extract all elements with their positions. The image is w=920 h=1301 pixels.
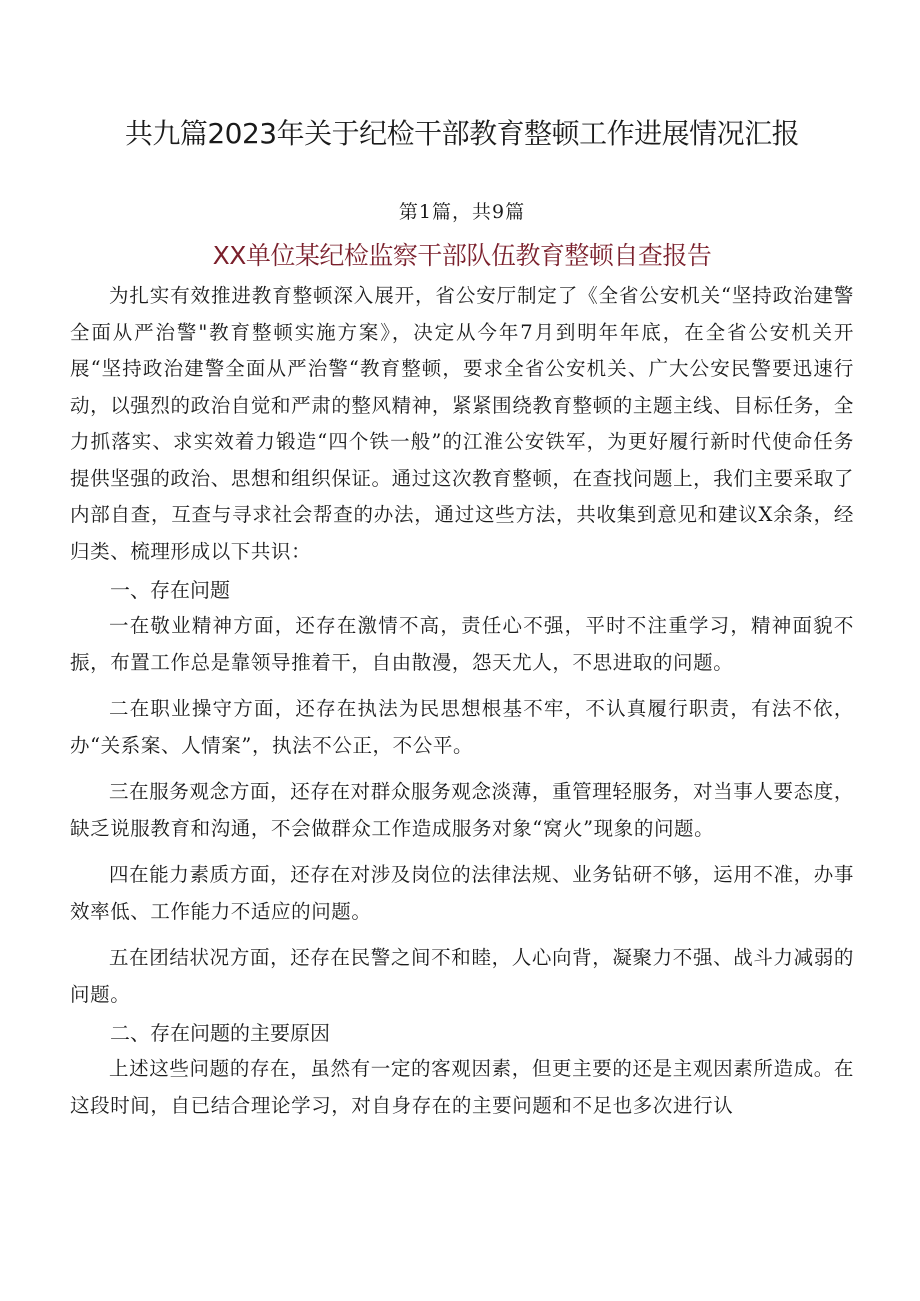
section-heading-causes: 二、存在问题的主要原因 <box>110 1021 330 1045</box>
report-subtitle: XX单位某纪检监察干部队伍教育整顿自查报告 <box>212 241 712 270</box>
intro-paragraph: 为扎实有效推进教育整顿深入展开，省公安厅制定了《全省公安机关“坚持政治建警全面从严治警"教育整顿实施方案》，决定从今年7月到明年年底，在全省公安机关开展“坚持政治建警全面从严治警“教育整顿，要求全省公安机关、广大公安民警要迅速行动，以强烈的政治自觉和严肃的整风精神，紧紧围绕教育整顿的主题主线、目标任务，全力抓落实、求实效着力锻造“四个铁一般”的江淮公安铁军，为更好履行新时代使命任务提供坚强的政治、思想和组织保证。通过这次教育整顿，在查找问题上，我们主要采取了内部自查，互查与寻求社会帮查的办法，通过这些方法，共收集到意见和建议X余条，经归类、梳理形成以下共识： <box>70 284 854 563</box>
problem-paragraph: 五在团结状况方面，还存在民警之间不和睦，人心向背，凝聚力不强、战斗力减弱的问题。 <box>70 946 854 1006</box>
problem-paragraph: 一在敬业精神方面，还存在激情不高，责任心不强，平时不注重学习，精神面貌不振，布置工作总是靠领导推着干，自由散漫，怨天尤人，不思进取的问题。 <box>70 614 854 674</box>
document-body <box>70 278 854 1124</box>
problem-paragraph: 四在能力素质方面，还存在对涉及岗位的法律法规、业务钻研不够，运用不准，办事效率低、工作能力不适应的问题。 <box>70 863 854 923</box>
problem-paragraph: 二在职业操守方面，还存在执法为民思想根基不牢，不认真履行职责，有法不依，办“关系案、人情案”，执法不公正，不公平。 <box>70 697 854 757</box>
problem-paragraph: 三在服务观念方面，还存在对群众服务观念淡薄，重管理轻服务，对当事人要态度，缺乏说服教育和沟通，不会做群众工作造成服务对象“窝火”现象的问题。 <box>70 780 854 840</box>
cause-paragraph: 上述这些问题的存在，虽然有一定的客观因素，但更主要的还是主观因素所造成。在这段时间，自已结合理论学习，对自身存在的主要问题和不足也多次进行认 <box>70 1057 854 1117</box>
section-heading-problems: 一、存在问题 <box>110 578 230 602</box>
part-label: 第1篇，共9篇 <box>398 201 526 223</box>
document-title: 共九篇2023年关于纪检干部教育整顿工作进展情况汇报 <box>124 117 800 150</box>
